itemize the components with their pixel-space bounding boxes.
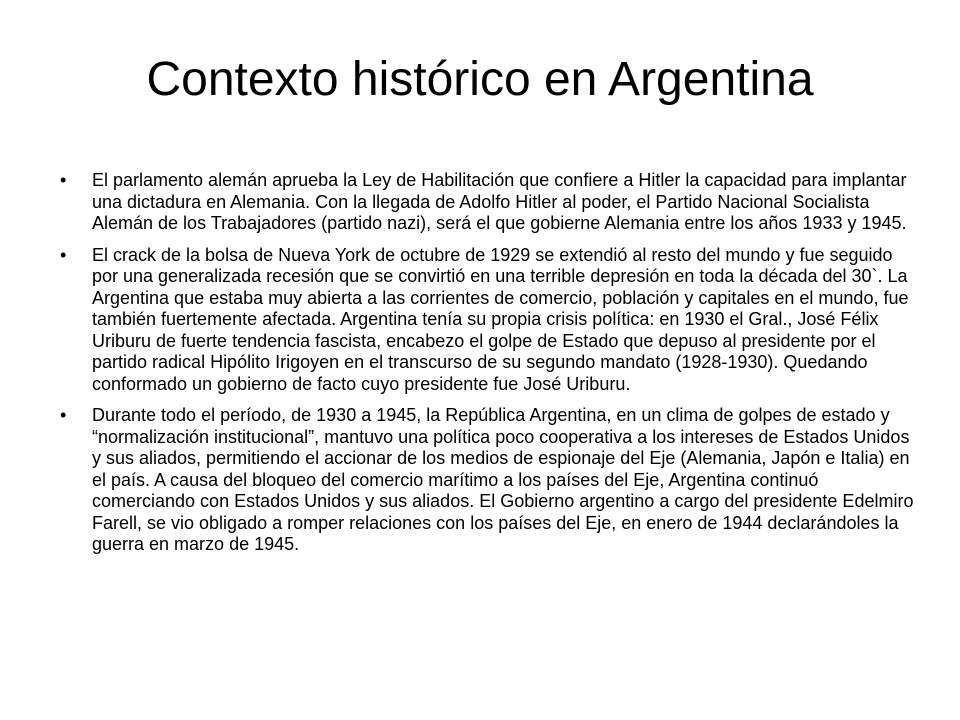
bullet-text: El parlamento alemán aprueba la Ley de Habilitación que confiere a Hitler la capacidad para implantar una dictadura en Alemania. Con la llegada de Adolfo Hitler al poder, el Partido Nacional Socialista Alemán de los Trabajadores (partido nazi), será el que gobierne Alemania entre los años 1933 y 1945. [92, 170, 907, 233]
bullet-item-period [60, 405, 915, 556]
bullet-item-hitler [60, 170, 915, 235]
bullet-text: Durante todo el período, de 1930 a 1945, la República Argentina, en un clima de golpes de estado y “normalización institucional”, mantuvo una política poco cooperativa a los intereses de Estados Unidos y sus aliados, permitiendo el accionar de los medios de espionaje del Eje (Alemania, Japón e Italia) en el país. A causa del bloqueo del comercio marítimo a los países del Eje, Argentina continuó comerciando con Estados Unidos y sus aliados. El Gobierno argentino a cargo del presidente Edelmiro Farell, se vio obligado a romper relaciones con los países del Eje, en enero de 1944 declarándoles la guerra en marzo de 1945. [92, 405, 914, 554]
bullet-list [60, 170, 915, 566]
bullet-dot-icon: • [60, 405, 67, 425]
bullet-text: El crack de la bolsa de Nueva York de octubre de 1929 se extendió al resto del mundo y fue seguido por una generalizada recesión que se convirtió en una terrible depresión en toda la década del 30`. La Argentina que estaba muy abierta a las corrientes de comercio, población y capitales en el mundo, fue también fuertemente afectada. Argentina tenía su propia crisis política: en 1930 el Gral., José Félix Uriburu de fuerte tendencia fascista, encabezo el golpe de Estado que depuso al presidente por el partido radical Hipólito Irigoyen en el transcurso de su segundo mandato (1928-1930). Quedando conformado un gobierno de facto cuyo presidente fue José Uriburu. [92, 244, 909, 394]
bullet-item-crisis [60, 245, 915, 396]
slide-title: Contexto histórico en Argentina [146, 53, 814, 106]
bullet-dot-icon: • [60, 170, 67, 190]
bullet-dot-icon: • [60, 244, 67, 265]
